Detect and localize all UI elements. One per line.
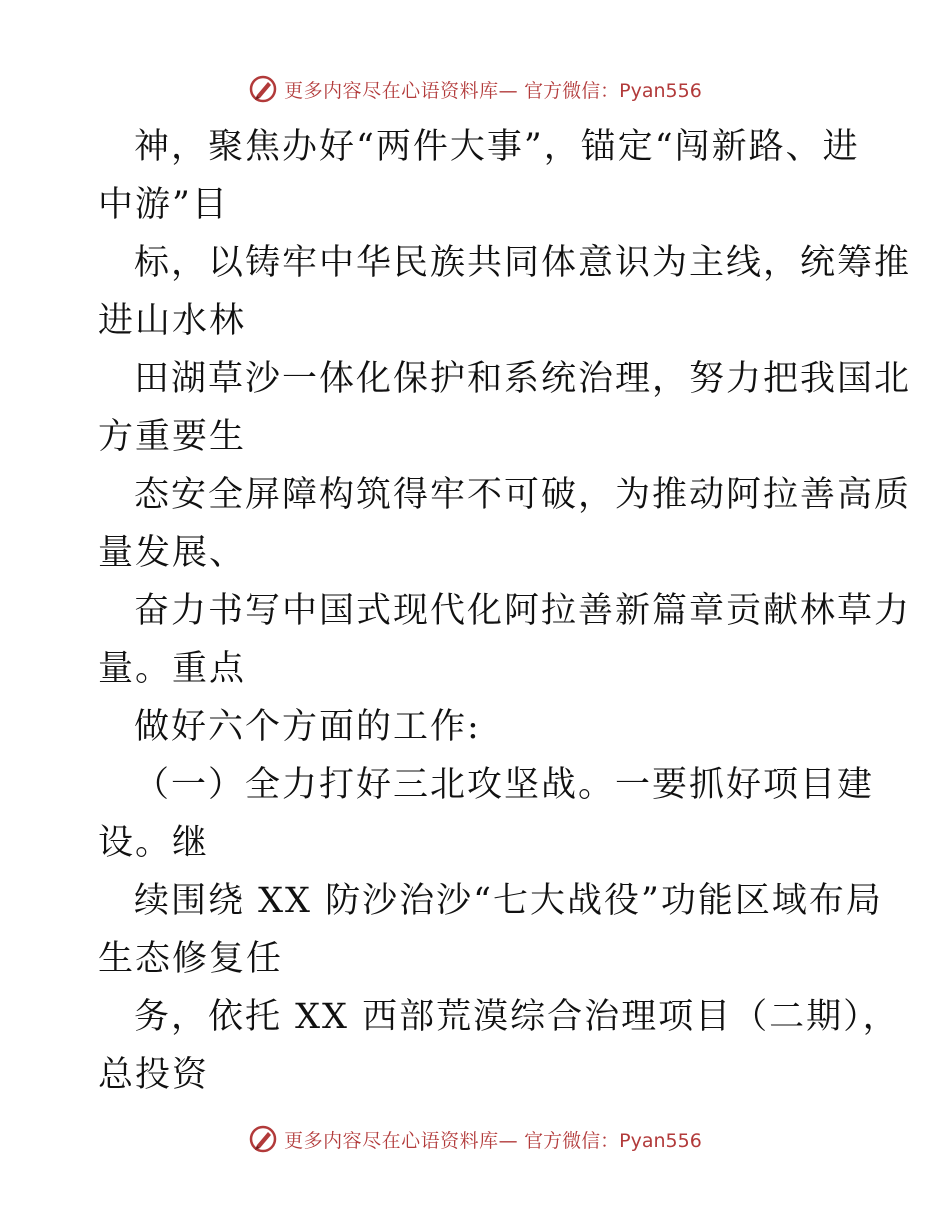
text-line: 量。重点 <box>98 649 247 689</box>
text-line: 续围绕 XX 防沙治沙“七大战役”功能区域布局 <box>134 881 883 921</box>
text-line: 设。继 <box>98 823 210 863</box>
text-line: 中游”目 <box>98 185 229 225</box>
document-body <box>98 118 912 1104</box>
text-line: 总投资 <box>98 1055 210 1095</box>
text-line: 做好六个方面的工作: <box>134 707 481 747</box>
text-line: 量发展、 <box>98 533 247 573</box>
watermark-text: 更多内容尽在心语资料库— <box>284 79 519 102</box>
text-line: 奋力书写中国式现代化阿拉善新篇章贡献林草力 <box>134 591 912 631</box>
pen-logo-icon <box>248 74 278 104</box>
watermark-wechat: 官方微信：Pyan556 <box>524 1129 702 1152</box>
text-line: 田湖草沙一体化保护和系统治理，努力把我国北 <box>134 359 912 399</box>
text-line: 生态修复任 <box>98 939 284 979</box>
text-line: 进山水林 <box>98 301 247 341</box>
text-line: 务，依托 XX 西部荒漠综合治理项目（二期）， <box>134 997 900 1037</box>
watermark-wechat: 官方微信：Pyan556 <box>524 79 702 102</box>
footer-watermark <box>0 1124 950 1154</box>
text-line: 神，聚焦办好“两件大事”，锚定“闯新路、进 <box>134 127 860 167</box>
text-line: （一）全力打好三北攻坚战。一要抓好项目建 <box>134 765 875 805</box>
text-line: 方重要生 <box>98 417 247 457</box>
header-watermark <box>0 74 950 104</box>
pen-logo-icon <box>248 1124 278 1154</box>
watermark-text: 更多内容尽在心语资料库— <box>284 1129 519 1152</box>
text-line: 态安全屏障构筑得牢不可破，为推动阿拉善高质 <box>134 475 912 515</box>
text-line: 标，以铸牢中华民族共同体意识为主线，统筹推 <box>134 243 912 283</box>
